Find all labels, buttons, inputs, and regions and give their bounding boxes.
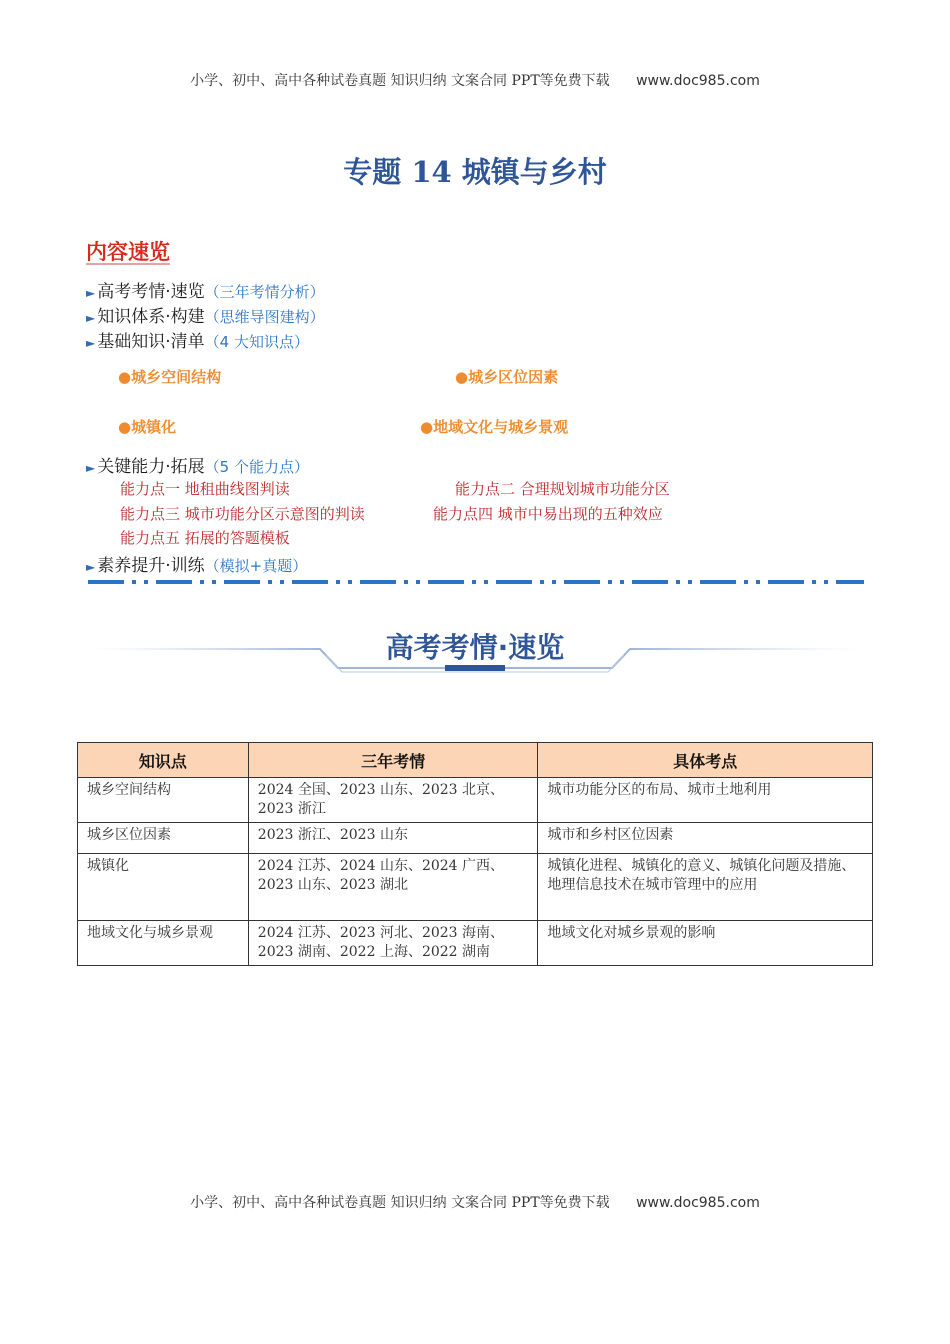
table-cell: 地域文化对城乡景观的影响 — [538, 921, 873, 966]
table-header-row — [78, 743, 873, 778]
table-cell: 城乡空间结构 — [78, 778, 249, 823]
toc-note: （三年考情分析） — [204, 283, 325, 301]
dashed-divider — [88, 580, 864, 584]
toc-label: 高考考情·速览 — [97, 282, 205, 302]
table-cell: 城市和乡村区位因素 — [538, 823, 873, 854]
toc-item-system[interactable] — [86, 302, 325, 327]
section-tag: 内容速览 — [86, 240, 170, 264]
page-footer — [0, 1192, 950, 1212]
ability-point: 能力点二 合理规划城市功能分区 — [455, 480, 670, 498]
header-url[interactable]: www.doc985.com — [636, 73, 760, 89]
table-cell: 2024 江苏、2023 河北、2023 海南、2023 湖南、2022 上海、2022 湖南 — [248, 921, 538, 966]
knowledge-point: ●城镇化 — [118, 418, 177, 436]
footer-url[interactable]: www.doc985.com — [636, 1195, 760, 1211]
toc-item-basics[interactable] — [86, 327, 309, 352]
toc-note: （4 大知识点） — [204, 333, 309, 351]
toc-note: （模拟+真题） — [204, 557, 308, 575]
knowledge-point: ●地域文化与城乡景观 — [420, 418, 569, 436]
toc-label: 知识体系·构建 — [97, 307, 205, 327]
toc-note: （5 个能力点） — [204, 458, 309, 476]
toc-item-training[interactable] — [86, 551, 307, 576]
table-cell: 2023 浙江、2023 山东 — [248, 823, 538, 854]
ability-point: 能力点三 城市功能分区示意图的判读 — [120, 505, 365, 523]
table-row — [78, 921, 873, 966]
footer-text: 小学、初中、高中各种试卷真题 知识归纳 文案合同 PPT等免费下载 — [190, 1195, 610, 1211]
table-cell: 地域文化与城乡景观 — [78, 921, 249, 966]
table-row — [78, 823, 873, 854]
arrow-icon: ► — [86, 311, 96, 325]
page-title: 专题 14 城镇与乡村 — [343, 155, 607, 189]
banner-title: 高考考情·速览 — [385, 631, 565, 664]
col-header: 三年考情 — [248, 743, 538, 778]
toc-label: 关键能力·拓展 — [97, 457, 205, 477]
table-cell: 城市功能分区的布局、城市土地利用 — [538, 778, 873, 823]
page-header — [0, 70, 950, 90]
table-row — [78, 778, 873, 823]
ability-point: 能力点一 地租曲线图判读 — [120, 480, 290, 498]
toc-note: （思维导图建构） — [204, 308, 325, 326]
table-cell: 城镇化 — [78, 854, 249, 921]
exam-overview-table — [77, 742, 873, 966]
knowledge-point: ●城乡区位因素 — [455, 368, 559, 386]
knowledge-point: ●城乡空间结构 — [118, 368, 222, 386]
toc-label: 素养提升·训练 — [97, 556, 205, 576]
arrow-icon: ► — [86, 461, 96, 475]
arrow-icon: ► — [86, 286, 96, 300]
table-cell: 2024 全国、2023 山东、2023 北京、2023 浙江 — [248, 778, 538, 823]
header-text: 小学、初中、高中各种试卷真题 知识归纳 文案合同 PPT等免费下载 — [190, 73, 610, 89]
toc-item-abilities[interactable] — [86, 452, 309, 477]
arrow-icon: ► — [86, 336, 96, 350]
col-header: 具体考点 — [538, 743, 873, 778]
table-row — [78, 854, 873, 921]
table-cell: 2024 江苏、2024 山东、2024 广西、2023 山东、2023 湖北 — [248, 854, 538, 921]
ability-point: 能力点四 城市中易出现的五种效应 — [433, 505, 663, 523]
toc-item-overview[interactable] — [86, 277, 325, 302]
ability-point: 能力点五 拓展的答题模板 — [120, 529, 290, 547]
table-cell: 城乡区位因素 — [78, 823, 249, 854]
toc-label: 基础知识·清单 — [97, 332, 205, 352]
arrow-icon: ► — [86, 560, 96, 574]
col-header: 知识点 — [78, 743, 249, 778]
table-cell: 城镇化进程、城镇化的意义、城镇化问题及措施、地理信息技术在城市管理中的应用 — [538, 854, 873, 921]
